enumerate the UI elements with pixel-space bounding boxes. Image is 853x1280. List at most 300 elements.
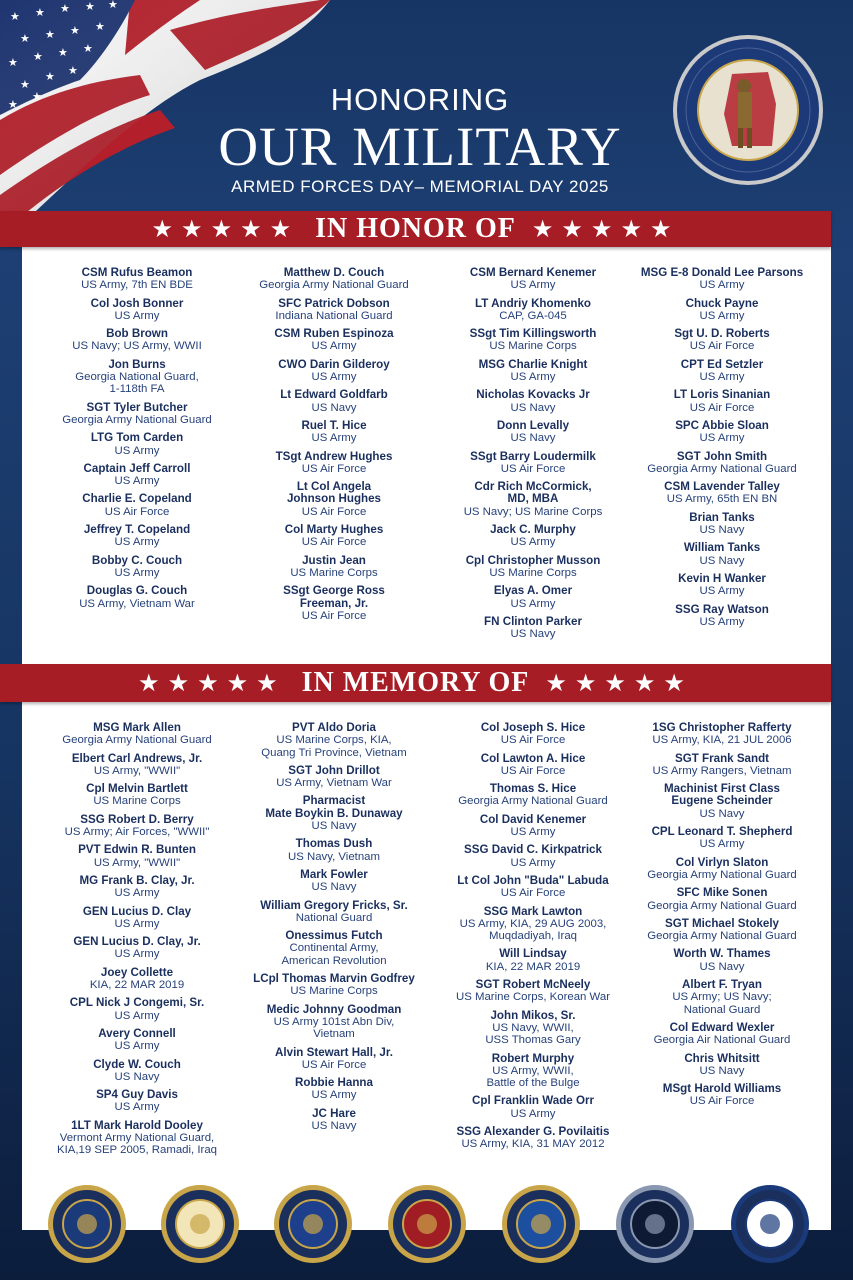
svg-text:★: ★	[95, 20, 105, 33]
service-detail: US Air Force	[689, 401, 755, 414]
memory-column	[229, 722, 439, 1138]
service-detail: US Marine Corps	[290, 985, 378, 998]
svg-text:★: ★	[70, 24, 80, 37]
service-detail: US Marine Corps	[489, 340, 577, 353]
service-detail: US Army	[114, 444, 160, 457]
person-name: SSG Ray Watson	[675, 602, 769, 616]
service-detail: US Air Force	[500, 764, 566, 777]
title-block	[160, 82, 680, 198]
svg-text:★: ★	[20, 78, 30, 91]
person-name: Col Joseph S. Hice	[480, 721, 586, 734]
service-detail: US Air Force	[301, 536, 367, 549]
seal-department-of-the-navy-icon	[47, 1184, 127, 1264]
person-name: CPT Ed Setzler	[680, 357, 764, 371]
list-item	[428, 616, 638, 641]
service-detail: US Navy	[699, 960, 745, 973]
svg-text:★: ★	[32, 90, 42, 103]
list-item	[32, 1089, 242, 1114]
service-detail: US Army	[114, 948, 160, 961]
person-name: Jeffrey T. Copeland	[83, 523, 191, 537]
svg-text:★: ★	[35, 6, 45, 19]
list-item	[32, 432, 242, 457]
service-detail: US Army	[114, 309, 160, 322]
service-detail: US Army, Vietnam War	[276, 777, 392, 790]
honor-column	[428, 267, 638, 646]
list-item	[617, 267, 827, 292]
service-detail: US Army	[699, 432, 745, 445]
service-detail: US Army	[114, 475, 160, 488]
stars-left-icon: ★★★★★	[151, 215, 300, 243]
list-item	[428, 979, 638, 1004]
service-detail: US Air Force	[689, 1095, 755, 1108]
list-item	[229, 555, 439, 580]
person-name: William Gregory Fricks, Sr.	[260, 898, 408, 912]
list-item	[32, 555, 242, 580]
list-item	[428, 328, 638, 353]
list-item	[428, 481, 638, 518]
list-item	[428, 524, 638, 549]
person-name: Onessimus Futch	[285, 929, 383, 943]
person-name: Donn Levally	[496, 418, 570, 432]
service-detail: US Army, Vietnam War	[79, 597, 195, 610]
person-name: Robbie Hanna	[295, 1076, 373, 1090]
list-item	[32, 875, 242, 900]
service-detail: US Air Force	[689, 340, 755, 353]
service-detail: US Army	[699, 279, 745, 292]
seal-department-of-the-air-force-icon	[273, 1184, 353, 1264]
list-item	[32, 967, 242, 992]
person-name: PVT Aldo Doria	[292, 721, 376, 734]
list-item	[229, 1077, 439, 1102]
list-item	[32, 493, 242, 518]
service-detail: US Navy; US Marine Corps	[463, 505, 603, 518]
person-name: SGT John Smith	[676, 449, 768, 463]
service-detail: US Army, 65th EN BN	[666, 493, 778, 506]
person-name: MSG Mark Allen	[93, 721, 181, 734]
person-name: SSgt Barry Loudermilk	[470, 449, 596, 463]
list-item	[229, 359, 439, 384]
person-name: Joey Collette	[100, 965, 174, 979]
person-name: CSM Ruben Espinoza	[274, 327, 394, 341]
person-name: SFC Patrick Dobson	[278, 296, 390, 310]
person-name: Kevin H Wanker	[678, 571, 766, 585]
person-name: Bob Brown	[106, 327, 168, 341]
list-item	[32, 1028, 242, 1053]
service-detail: US Navy	[510, 401, 556, 414]
list-item	[428, 906, 638, 943]
service-detail: KIA, 22 MAR 2019	[89, 979, 185, 992]
list-item	[229, 930, 439, 967]
person-name: Avery Connell	[98, 1026, 176, 1040]
list-item	[428, 844, 638, 869]
service-detail: US Army	[510, 1107, 556, 1120]
service-detail: US Army	[311, 371, 357, 384]
list-item	[617, 542, 827, 567]
list-item	[32, 328, 242, 353]
list-item	[617, 753, 827, 778]
memory-column	[428, 722, 638, 1157]
list-item	[229, 420, 439, 445]
service-detail: Georgia Army National Guard	[259, 279, 409, 292]
service-detail: Georgia Army National Guard	[647, 899, 797, 912]
service-detail: US Army	[510, 856, 556, 869]
person-name: 1LT Mark Harold Dooley	[71, 1118, 203, 1132]
service-detail: US Army	[114, 917, 160, 930]
person-name: 1SG Christopher Rafferty	[652, 721, 792, 734]
service-detail: US Army	[699, 585, 745, 598]
list-item	[617, 948, 827, 973]
service-detail: US Marine Corps, Korean War	[455, 991, 611, 1004]
person-name: Worth W. Thames	[673, 947, 771, 961]
person-name: Elyas A. Omer	[493, 584, 573, 598]
list-item	[428, 783, 638, 808]
list-item	[617, 1053, 827, 1078]
service-detail: US Navy	[510, 628, 556, 641]
person-name: SFC Mike Sonen	[676, 886, 768, 900]
person-name: CPL Leonard T. Shepherd	[651, 825, 793, 839]
list-item	[428, 1010, 638, 1047]
person-name: LT Loris Sinanian	[673, 388, 771, 402]
memory-column	[32, 722, 242, 1163]
service-detail: US Air Force	[500, 887, 566, 900]
person-name: SGT Tyler Butcher	[86, 400, 188, 414]
svg-text:★: ★	[45, 70, 55, 83]
service-detail: Georgia Army National Guard	[62, 413, 212, 426]
svg-text:★: ★	[45, 28, 55, 41]
person-name: SSG Mark Lawton	[483, 904, 583, 918]
service-detail: US Navy	[114, 1070, 160, 1083]
person-name: Medic Johnny Goodman	[266, 1002, 402, 1016]
list-item	[617, 857, 827, 882]
person-name: SSgt George Ross Freeman, Jr.	[283, 584, 385, 610]
service-detail: US Navy	[311, 401, 357, 414]
service-detail: US Army, "WWII"	[93, 764, 181, 777]
person-name: Nicholas Kovacks Jr	[476, 388, 590, 402]
person-name: Matthew D. Couch	[283, 266, 385, 279]
service-detail: US Army	[114, 887, 160, 900]
person-name: Bobby C. Couch	[91, 553, 183, 567]
list-item	[32, 585, 242, 610]
person-name: Col Virlyn Slaton	[675, 855, 769, 869]
stars-left-icon: ★★★★★	[138, 669, 286, 697]
list-item	[32, 402, 242, 427]
person-name: Robert Murphy	[491, 1051, 575, 1065]
list-item	[428, 753, 638, 778]
service-detail: US Army	[699, 838, 745, 851]
person-name: Captain Jeff Carroll	[83, 461, 191, 475]
service-detail: US Navy	[699, 807, 745, 820]
svg-text:★: ★	[108, 0, 118, 11]
person-name: Cdr Rich McCormick, MD, MBA	[474, 480, 592, 506]
list-item	[32, 722, 242, 747]
list-item	[617, 918, 827, 943]
person-name: Machinist First Class Eugene Scheinder	[664, 782, 780, 808]
person-name: Will Lindsay	[499, 947, 567, 961]
service-detail: US Army	[510, 279, 556, 292]
person-name: CSM Lavender Talley	[664, 480, 780, 494]
person-name: Cpl Franklin Wade Orr	[472, 1094, 594, 1108]
list-item	[617, 389, 827, 414]
list-item	[428, 389, 638, 414]
list-item	[617, 481, 827, 506]
stars-right-icon: ★★★★★	[545, 669, 693, 697]
service-detail: US Army	[114, 1101, 160, 1114]
person-name: Brian Tanks	[689, 510, 755, 524]
svg-text:★: ★	[83, 42, 93, 55]
service-detail: US Army	[699, 371, 745, 384]
list-item	[32, 298, 242, 323]
list-item	[229, 973, 439, 998]
title-our-military: OUR MILITARY	[218, 116, 622, 177]
svg-text:★: ★	[20, 32, 30, 45]
person-name: SSG Robert D. Berry	[80, 812, 194, 826]
service-detail: US Navy; US Army, WWII	[72, 340, 202, 353]
service-detail: US Navy	[699, 524, 745, 537]
service-detail: US Army	[114, 566, 160, 579]
list-item	[229, 795, 439, 832]
person-name: Cpl Melvin Bartlett	[86, 782, 188, 796]
service-detail: US Army, "WWII"	[93, 856, 181, 869]
svg-text:★: ★	[33, 50, 43, 63]
service-detail: US Air Force	[500, 462, 566, 475]
person-name: LCpl Thomas Marvin Godfrey	[253, 972, 415, 986]
service-detail: US Army, 7th EN BDE	[81, 279, 193, 292]
list-item	[229, 328, 439, 353]
service-detail: US Army	[699, 615, 745, 628]
service-detail: National Guard	[295, 911, 373, 924]
list-item	[617, 573, 827, 598]
svg-text:★: ★	[8, 98, 18, 111]
service-detail: US Army	[114, 536, 160, 549]
service-detail: Vermont Army National Guard, KIA,19 SEP 2005, Ramadi, Iraq	[57, 1132, 217, 1157]
service-detail: US Navy	[510, 432, 556, 445]
person-name: Thomas S. Hice	[489, 782, 577, 796]
list-item	[32, 906, 242, 931]
list-item	[32, 1059, 242, 1084]
list-item	[229, 481, 439, 518]
svg-text:★: ★	[58, 46, 68, 59]
service-detail: US Marine Corps	[489, 566, 577, 579]
person-name: Sgt U. D. Roberts	[674, 327, 770, 341]
person-name: MSG Charlie Knight	[478, 357, 588, 371]
person-name: MG Frank B. Clay, Jr.	[79, 873, 195, 887]
service-detail: US Army, WWII, Battle of the Bulge	[486, 1064, 580, 1090]
person-name: LTG Tom Carden	[90, 431, 184, 445]
svg-text:★: ★	[68, 64, 78, 77]
person-name: CSM Rufus Beamon	[81, 266, 193, 279]
list-item	[428, 722, 638, 747]
person-name: Elbert Carl Andrews, Jr.	[71, 751, 203, 765]
list-item	[617, 1022, 827, 1047]
service-detail: US Air Force	[301, 505, 367, 518]
service-seals	[0, 1180, 853, 1265]
list-item	[428, 298, 638, 323]
person-name: GEN Lucius D. Clay, Jr.	[73, 935, 201, 949]
person-name: Pharmacist Mate Boykin B. Dunaway	[265, 794, 403, 820]
list-item	[428, 451, 638, 476]
service-detail: US Army	[699, 309, 745, 322]
service-detail: US Army, KIA, 29 AUG 2003, Muqdadiyah, Iraq	[459, 917, 607, 943]
seal-united-states-space-force-icon	[615, 1184, 695, 1264]
service-detail: US Navy	[311, 820, 357, 833]
list-item	[32, 267, 242, 292]
person-name: MSgt Harold Williams	[662, 1082, 782, 1096]
list-item	[428, 1095, 638, 1120]
service-detail: US Air Force	[301, 462, 367, 475]
in-memory-of-banner	[0, 664, 831, 702]
person-name: Chuck Payne	[685, 296, 759, 310]
honor-column	[229, 267, 439, 628]
person-name: SP4 Guy Davis	[96, 1088, 178, 1102]
service-detail: US Army	[510, 826, 556, 839]
service-detail: US Marine Corps	[93, 795, 181, 808]
list-item	[617, 783, 827, 820]
list-item	[32, 936, 242, 961]
person-name: CPL Nick J Congemi, Sr.	[69, 996, 205, 1010]
in-honor-of-banner	[0, 211, 831, 247]
list-item	[229, 524, 439, 549]
service-detail: US Army	[311, 432, 357, 445]
title-honoring: HONORING	[330, 82, 510, 117]
list-item	[32, 997, 242, 1022]
person-name: Lt Col John "Buda" Labuda	[457, 873, 609, 887]
list-item	[617, 979, 827, 1016]
person-name: SGT John Drillot	[288, 763, 380, 777]
person-name: Ruel T. Hice	[301, 418, 367, 432]
service-detail: US Air Force	[104, 505, 170, 518]
service-detail: Indiana National Guard	[275, 309, 393, 322]
list-item	[229, 267, 439, 292]
list-item	[428, 420, 638, 445]
service-detail: US Army	[510, 536, 556, 549]
person-name: Jack C. Murphy	[490, 523, 576, 537]
person-name: CWO Darin Gilderoy	[278, 357, 390, 371]
service-detail: US Navy, Vietnam	[287, 850, 380, 863]
list-item	[428, 1126, 638, 1151]
person-name: SSgt Tim Killingsworth	[469, 327, 597, 341]
list-item	[428, 875, 638, 900]
service-detail: Continental Army, American Revolution	[281, 942, 387, 967]
list-item	[229, 722, 439, 759]
list-item	[229, 1004, 439, 1041]
svg-text:★: ★	[10, 10, 20, 23]
service-detail: CAP, GA-045	[499, 309, 567, 322]
person-name: SPC Abbie Sloan	[675, 418, 769, 432]
service-detail: US Navy	[311, 881, 357, 894]
seal-united-states-coast-guard-icon	[501, 1184, 581, 1264]
person-name: Charlie E. Copeland	[82, 492, 192, 506]
stars-right-icon: ★★★★★	[531, 215, 680, 243]
service-detail: US Army	[114, 1009, 160, 1022]
service-detail: US Air Force	[500, 734, 566, 747]
service-detail: Georgia Army National Guard	[458, 795, 608, 808]
list-item	[32, 753, 242, 778]
list-item	[617, 826, 827, 851]
memory-column	[617, 722, 827, 1114]
list-item	[428, 585, 638, 610]
service-detail: US Army	[311, 340, 357, 353]
service-detail: US Army, KIA, 31 MAY 2012	[461, 1138, 605, 1151]
person-name: Mark Fowler	[300, 867, 368, 881]
svg-text:★: ★	[60, 2, 70, 15]
service-detail: US Navy	[699, 554, 745, 567]
service-detail: US Army Rangers, Vietnam	[652, 764, 792, 777]
person-name: Clyde W. Couch	[93, 1057, 181, 1071]
service-detail: US Army, KIA, 21 JUL 2006	[652, 734, 792, 747]
list-item	[32, 783, 242, 808]
person-name: Justin Jean	[302, 553, 366, 567]
list-item	[428, 814, 638, 839]
person-name: SGT Frank Sandt	[674, 751, 770, 765]
national-guard-association-logo	[672, 34, 824, 186]
person-name: Col Lawton A. Hice	[480, 751, 586, 765]
service-detail: US Army	[510, 597, 556, 610]
person-name: SSG David C. Kirkpatrick	[464, 843, 602, 857]
list-item	[617, 512, 827, 537]
list-item	[617, 604, 827, 629]
person-name: LT Andriy Khomenko	[475, 296, 591, 310]
person-name: Col Josh Bonner	[90, 296, 184, 310]
person-name: Col David Kenemer	[479, 812, 587, 826]
service-detail: US Army; Air Forces, "WWII"	[64, 826, 210, 839]
service-detail: US Air Force	[301, 1058, 367, 1071]
list-item	[32, 814, 242, 839]
service-detail: KIA, 22 MAR 2019	[485, 960, 581, 973]
service-detail: Georgia Army National Guard	[647, 930, 797, 943]
list-item	[617, 1083, 827, 1108]
person-name: Alvin Stewart Hall, Jr.	[275, 1045, 393, 1059]
person-name: SSG Alexander G. Povilaitis	[456, 1125, 610, 1139]
list-item	[32, 359, 242, 396]
service-detail: US Navy	[699, 1064, 745, 1077]
service-detail: US Army 101st Abn Div, Vietnam	[273, 1015, 395, 1041]
list-item	[229, 451, 439, 476]
person-name: JC Hare	[312, 1106, 356, 1120]
seal-department-of-the-army-icon	[160, 1184, 240, 1264]
service-detail: US Army	[311, 1089, 357, 1102]
list-item	[428, 948, 638, 973]
person-name: CSM Bernard Kenemer	[469, 266, 597, 279]
person-name: Lt Edward Goldfarb	[280, 388, 388, 402]
list-item	[229, 765, 439, 790]
seal-georgia-national-guard-icon	[730, 1184, 810, 1264]
list-item	[428, 267, 638, 292]
list-item	[229, 1108, 439, 1133]
list-item	[617, 451, 827, 476]
service-detail: US Army; US Navy; National Guard	[672, 991, 772, 1016]
service-detail: US Navy	[311, 1120, 357, 1133]
list-item	[617, 420, 827, 445]
person-name: Thomas Dush	[295, 837, 373, 851]
list-item	[617, 722, 827, 747]
service-detail: US Marine Corps	[290, 566, 378, 579]
list-item	[229, 1047, 439, 1072]
list-item	[617, 328, 827, 353]
person-name: FN Clinton Parker	[484, 614, 582, 628]
svg-text:★: ★	[85, 0, 95, 13]
service-detail: Georgia Army National Guard	[62, 734, 212, 747]
person-name: Col Edward Wexler	[669, 1020, 775, 1034]
service-detail: Georgia Air National Guard	[653, 1034, 791, 1047]
person-name: Lt Col Angela Johnson Hughes	[286, 480, 382, 506]
service-detail: Georgia Army National Guard	[647, 868, 797, 881]
person-name: Chris Whitsitt	[684, 1051, 760, 1065]
list-item	[617, 298, 827, 323]
person-name: John Mikos, Sr.	[490, 1008, 576, 1022]
service-detail: US Air Force	[301, 609, 367, 622]
list-item	[32, 1120, 242, 1157]
list-item	[428, 1053, 638, 1090]
